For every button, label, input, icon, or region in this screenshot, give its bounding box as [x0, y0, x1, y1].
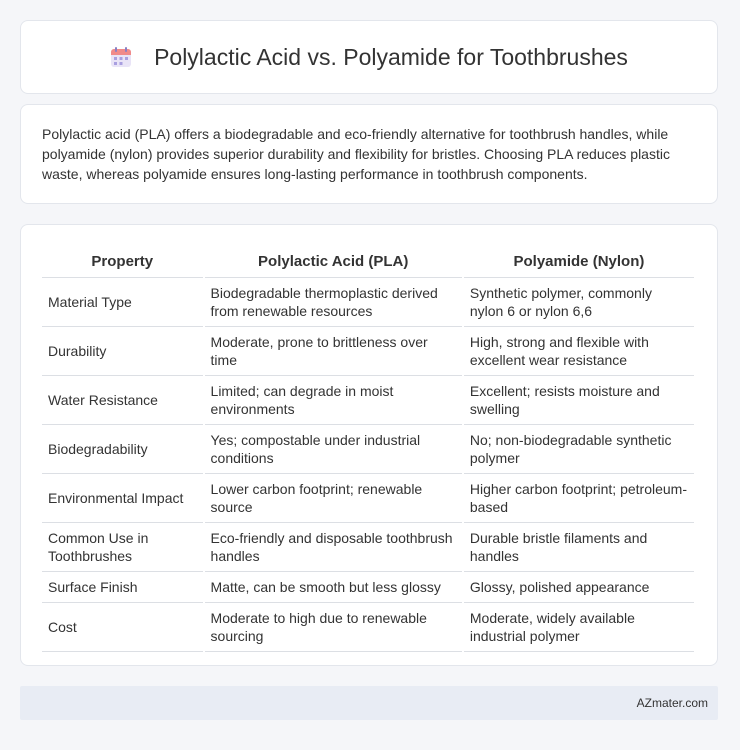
table-row — [42, 376, 694, 425]
intro-text: Polylactic acid (PLA) offers a biodegradable and eco-friendly alternative for toothbrush handles, while polyamide (nylon) provides superior durability and flexibility for bristles. Choosing PLA reduces plastic waste, whereas polyamide ensures long-lasting performance in toothbrush components. — [42, 126, 670, 182]
calendar-icon — [110, 46, 132, 68]
row-nylon-value: Glossy, polished appearance — [464, 572, 694, 603]
table-row — [42, 523, 694, 572]
row-pla-value: Biodegradable thermoplastic derived from renewable resources — [205, 278, 462, 327]
column-header-nylon: Polyamide (Nylon) — [464, 241, 694, 278]
table-header-row — [42, 241, 694, 278]
intro-card — [20, 104, 718, 204]
row-nylon-value: No; non-biodegradable synthetic polymer — [464, 425, 694, 474]
row-nylon-value: Excellent; resists moisture and swelling — [464, 376, 694, 425]
footer-brand: AZmater.com — [636, 696, 708, 710]
table-row — [42, 474, 694, 523]
column-header-pla: Polylactic Acid (PLA) — [205, 241, 462, 278]
row-nylon-value: High, strong and flexible with excellent wear resistance — [464, 327, 694, 376]
row-pla-value: Matte, can be smooth but less glossy — [205, 572, 462, 603]
row-nylon-value: Synthetic polymer, commonly nylon 6 or nylon 6,6 — [464, 278, 694, 327]
row-pla-value: Eco-friendly and disposable toothbrush handles — [205, 523, 462, 572]
row-pla-value: Moderate to high due to renewable sourcing — [205, 603, 462, 652]
page-title: Polylactic Acid vs. Polyamide for Toothbrushes — [154, 43, 628, 70]
table-row — [42, 327, 694, 376]
row-property: Cost — [42, 603, 203, 652]
row-nylon-value: Durable bristle filaments and handles — [464, 523, 694, 572]
row-property: Durability — [42, 327, 203, 376]
row-pla-value: Moderate, prone to brittleness over time — [205, 327, 462, 376]
table-row — [42, 278, 694, 327]
row-pla-value: Yes; compostable under industrial conditions — [205, 425, 462, 474]
row-property: Common Use in Toothbrushes — [42, 523, 203, 572]
comparison-table — [40, 241, 696, 652]
table-row — [42, 603, 694, 652]
table-row — [42, 425, 694, 474]
row-pla-value: Limited; can degrade in moist environments — [205, 376, 462, 425]
row-nylon-value: Moderate, widely available industrial polymer — [464, 603, 694, 652]
title-card — [20, 20, 718, 94]
column-header-property: Property — [42, 241, 203, 278]
row-property: Environmental Impact — [42, 474, 203, 523]
row-property: Surface Finish — [42, 572, 203, 603]
row-property: Biodegradability — [42, 425, 203, 474]
table-row — [42, 572, 694, 603]
row-property: Material Type — [42, 278, 203, 327]
row-property: Water Resistance — [42, 376, 203, 425]
row-nylon-value: Higher carbon footprint; petroleum-based — [464, 474, 694, 523]
footer — [20, 686, 718, 720]
comparison-table-card — [20, 224, 718, 666]
row-pla-value: Lower carbon footprint; renewable source — [205, 474, 462, 523]
